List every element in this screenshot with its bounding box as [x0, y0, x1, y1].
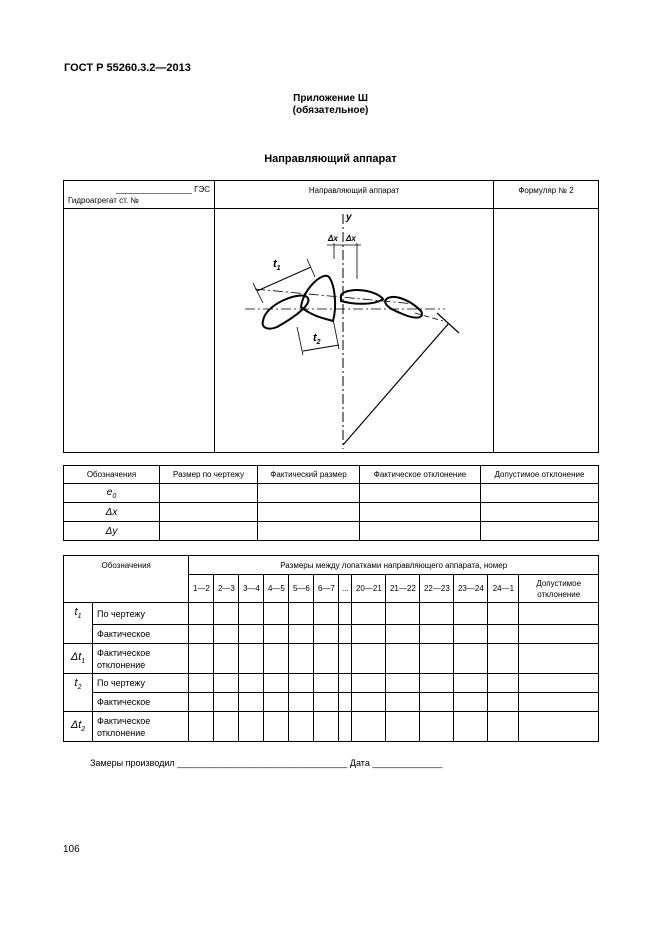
dim-symbol-e0: $e_0$	[64, 484, 160, 503]
table-row	[64, 674, 599, 693]
blade-value-cell	[488, 712, 519, 742]
blade-value-cell	[189, 693, 214, 712]
dim-header-actual: Фактический размер	[258, 466, 360, 484]
blade-value-cell	[339, 644, 352, 674]
form-cell-number: Формуляр № 2	[494, 181, 599, 209]
appendix-heading	[0, 93, 661, 117]
measured-label: Замеры производил	[90, 758, 175, 768]
dim-header-oboz: Обозначения	[64, 466, 160, 484]
blade-value-cell	[519, 712, 599, 742]
unit-line: Гидроагрегат ст. №	[68, 195, 139, 205]
form-cell-empty-right	[494, 209, 599, 453]
blade-header-oboz: Обозначения	[64, 556, 189, 603]
blade-value-cell	[352, 693, 386, 712]
blade-value-cell	[352, 625, 386, 644]
blade-value-cell	[289, 674, 314, 693]
blade-value-cell	[352, 712, 386, 742]
blade-row-label: Фактическое	[93, 693, 189, 712]
blade-value-cell	[454, 693, 488, 712]
blade-spacing-table	[63, 555, 599, 742]
page-number: 106	[63, 844, 80, 855]
blade-value-cell	[454, 603, 488, 625]
vane-4	[385, 297, 422, 318]
blade-value-cell	[214, 674, 239, 693]
blade-col-4: 4—5	[264, 575, 289, 603]
guide-vane-diagram	[215, 209, 493, 452]
blade-value-cell	[314, 625, 339, 644]
blade-value-cell	[519, 625, 599, 644]
blade-value-cell	[314, 693, 339, 712]
blade-value-cell	[214, 603, 239, 625]
dim-symbol-dx: Δx	[64, 503, 160, 522]
table-row	[64, 484, 599, 503]
blade-row-symbol: $t_2$	[64, 674, 93, 712]
blade-value-cell	[289, 603, 314, 625]
blade-header-group: Размеры между лопатками направляющего аппарата, номер	[189, 556, 599, 575]
blade-value-cell	[239, 625, 264, 644]
table-row	[64, 522, 599, 541]
blade-value-cell	[314, 644, 339, 674]
date-label: Дата	[349, 758, 370, 768]
label-t2: $t_2$	[313, 332, 321, 346]
blade-value-cell	[454, 625, 488, 644]
blade-value-cell	[519, 644, 599, 674]
blade-value-cell	[239, 644, 264, 674]
blade-value-cell	[420, 603, 454, 625]
form-cell-empty-left	[64, 209, 215, 453]
blade-col-1: 1—2	[189, 575, 214, 603]
section-title: Направляющий аппарат	[264, 153, 397, 165]
date-blank: ______________	[372, 758, 443, 768]
blade-value-cell	[519, 674, 599, 693]
blade-value-cell	[264, 644, 289, 674]
blade-value-cell	[386, 674, 420, 693]
blade-value-cell	[214, 693, 239, 712]
blade-value-cell	[189, 603, 214, 625]
blade-value-cell	[454, 712, 488, 742]
blade-value-cell	[189, 644, 214, 674]
blade-value-cell	[420, 625, 454, 644]
blade-value-cell	[289, 644, 314, 674]
blade-value-cell	[488, 644, 519, 674]
blade-value-cell	[420, 693, 454, 712]
table-row	[64, 603, 599, 625]
dim-header-deviation: Фактическое отклонение	[360, 466, 481, 484]
table-row	[64, 503, 599, 522]
blade-row-label: По чертежу	[93, 674, 189, 693]
blade-value-cell	[214, 625, 239, 644]
blade-row-symbol: $\Delta t_1$	[64, 644, 93, 674]
blade-value-cell	[386, 625, 420, 644]
station-line: _________________ ГЭС	[116, 184, 210, 194]
blade-value-cell	[420, 644, 454, 674]
appendix-subtitle: (обязательное)	[292, 105, 369, 116]
appendix-title: Приложение Ш	[293, 93, 368, 104]
form-table	[63, 180, 599, 453]
blade-value-cell	[488, 693, 519, 712]
form-cell-station	[64, 181, 215, 209]
blade-value-cell	[519, 693, 599, 712]
label-t1: $t_1$	[273, 258, 281, 272]
blade-value-cell	[289, 625, 314, 644]
blade-value-cell	[239, 674, 264, 693]
vane-2	[301, 276, 335, 321]
blade-value-cell	[352, 603, 386, 625]
t2-dim-line	[303, 345, 339, 351]
blade-value-cell	[454, 644, 488, 674]
blade-value-cell	[386, 693, 420, 712]
blade-value-cell	[289, 712, 314, 742]
blade-value-cell	[386, 603, 420, 625]
blade-col-21: 21—22	[386, 575, 420, 603]
measured-blank: __________________________________	[177, 758, 348, 768]
blade-value-cell	[314, 674, 339, 693]
blade-col-3: 3—4	[239, 575, 264, 603]
dim-symbol-dy: Δy	[64, 522, 160, 541]
blade-value-cell	[488, 674, 519, 693]
blade-row-label: Фактическое отклонение	[93, 712, 189, 742]
blade-col-23: 23—24	[454, 575, 488, 603]
blade-value-cell	[239, 693, 264, 712]
t1-ext-1	[253, 283, 263, 303]
blade-value-cell	[488, 603, 519, 625]
blade-rows	[64, 603, 599, 742]
blade-value-cell	[339, 674, 352, 693]
label-dx-right: Δx	[346, 234, 356, 243]
blade-col-6: 6—7	[314, 575, 339, 603]
blade-value-cell	[352, 674, 386, 693]
blade-value-cell	[264, 712, 289, 742]
blade-value-cell	[239, 712, 264, 742]
blade-value-cell	[189, 674, 214, 693]
blade-col-20: 20—21	[352, 575, 386, 603]
table-row	[64, 625, 599, 644]
blade-value-cell	[339, 625, 352, 644]
table-row	[64, 644, 599, 674]
blade-value-cell	[386, 712, 420, 742]
blade-row-symbol: $t_1$	[64, 603, 93, 644]
label-dx-left: Δx	[328, 234, 338, 243]
t2-ext-1	[297, 327, 303, 355]
blade-col-5: 5—6	[289, 575, 314, 603]
blade-col-allowed: Допустимое отклонение	[519, 575, 599, 603]
form-cell-diagram	[215, 209, 494, 453]
radial-end-tick	[437, 313, 459, 333]
blade-col-24: 24—1	[488, 575, 519, 603]
dimensions-table	[63, 465, 599, 541]
blade-col-2: 2—3	[214, 575, 239, 603]
blade-col-22: 22—23	[420, 575, 454, 603]
label-y: y	[346, 212, 352, 223]
blade-row-label: По чертежу	[93, 603, 189, 625]
blade-value-cell	[264, 625, 289, 644]
blade-value-cell	[314, 712, 339, 742]
table-row	[64, 712, 599, 742]
blade-value-cell	[488, 625, 519, 644]
blade-value-cell	[339, 693, 352, 712]
form-cell-title: Направляющий аппарат	[215, 181, 494, 209]
blade-value-cell	[264, 693, 289, 712]
blade-value-cell	[214, 712, 239, 742]
dim-header-allowed: Допустимое отклонение	[481, 466, 599, 484]
blade-value-cell	[519, 603, 599, 625]
blade-value-cell	[264, 674, 289, 693]
blade-value-cell	[264, 603, 289, 625]
blade-value-cell	[239, 603, 264, 625]
t2-ext-2	[333, 319, 339, 349]
blade-row-label: Фактическое	[93, 625, 189, 644]
vane-3	[341, 290, 383, 304]
blade-value-cell	[289, 693, 314, 712]
blade-value-cell	[352, 644, 386, 674]
blade-value-cell	[214, 644, 239, 674]
blade-row-label: Фактическое отклонение	[93, 644, 189, 674]
signature-line	[90, 758, 442, 768]
document-code: ГОСТ Р 55260.3.2—2013	[64, 62, 191, 74]
blade-value-cell	[339, 603, 352, 625]
blade-value-cell	[454, 674, 488, 693]
blade-value-cell	[420, 712, 454, 742]
blade-value-cell	[314, 603, 339, 625]
t1-dim-line	[257, 267, 311, 291]
table-row	[64, 693, 599, 712]
blade-value-cell	[189, 625, 214, 644]
blade-value-cell	[420, 674, 454, 693]
radial-line	[343, 323, 449, 445]
blade-value-cell	[339, 712, 352, 742]
blade-value-cell	[386, 644, 420, 674]
blade-row-symbol: $\Delta t_2$	[64, 712, 93, 742]
blade-value-cell	[189, 712, 214, 742]
dim-header-drawing: Размер по чертежу	[160, 466, 258, 484]
blade-col-ellipsis: ...	[339, 575, 352, 603]
